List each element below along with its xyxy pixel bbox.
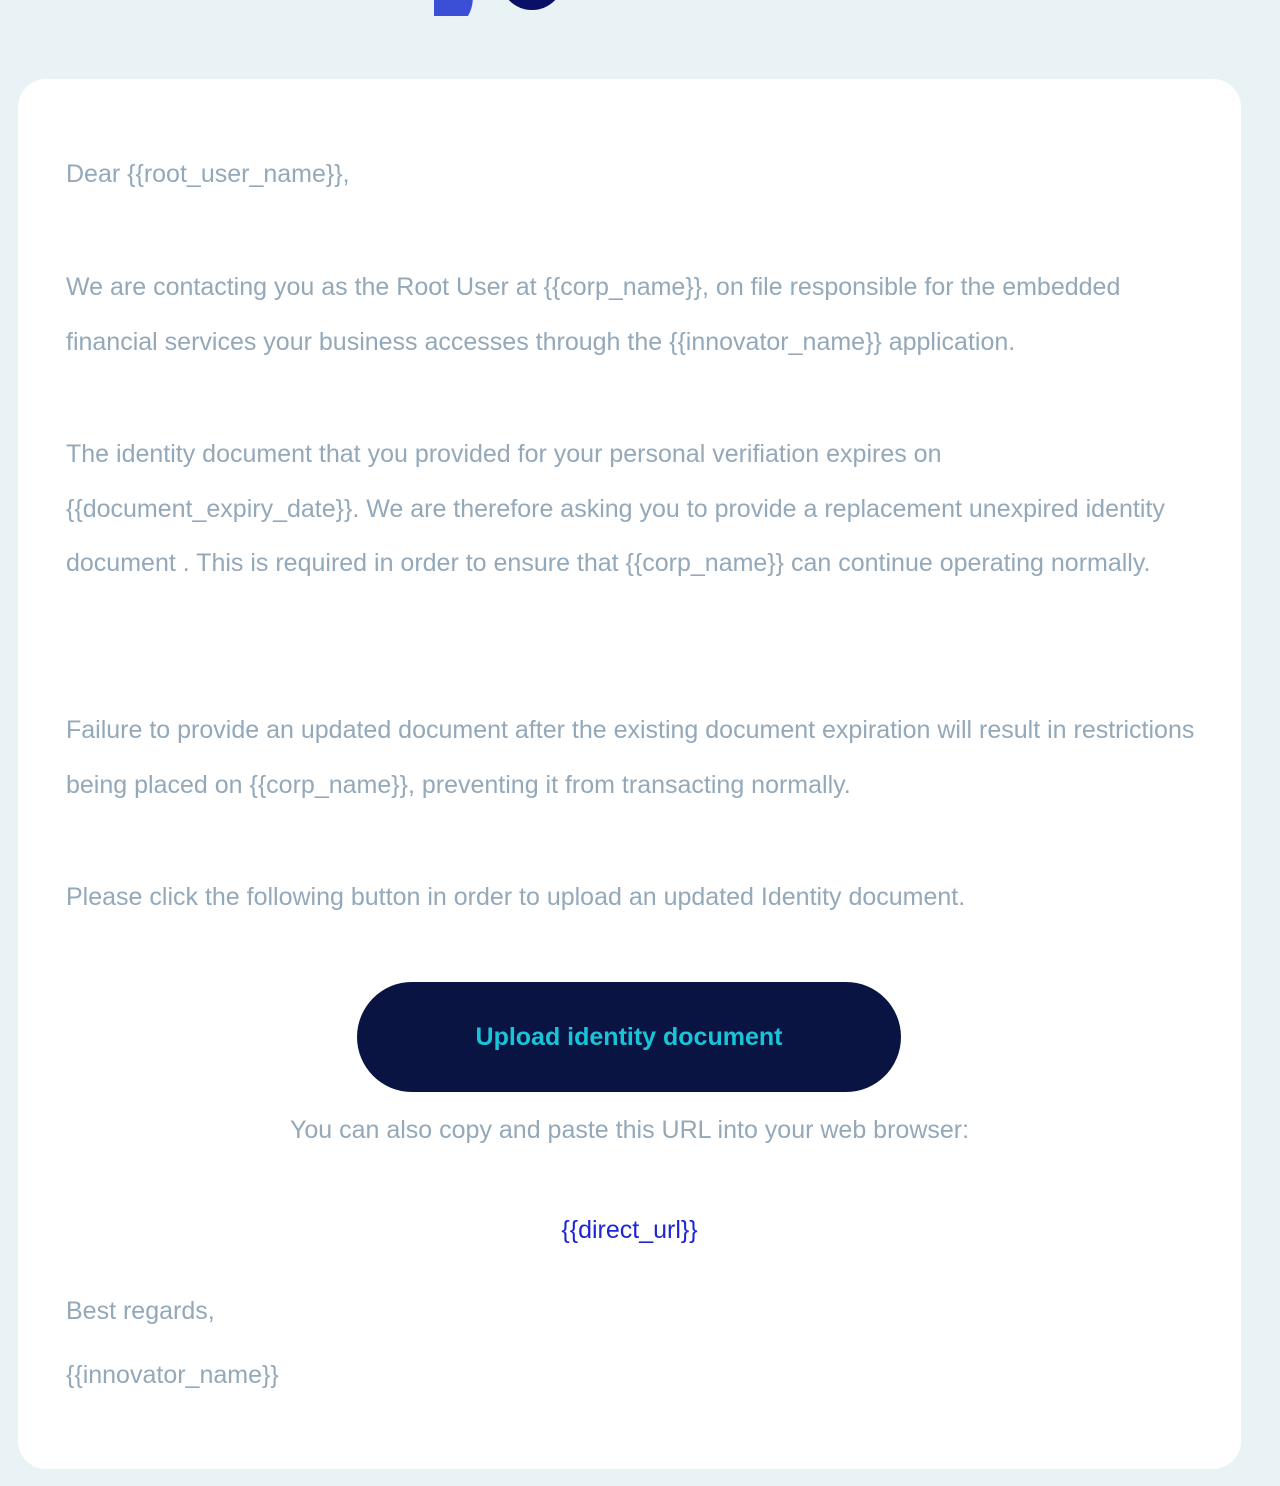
signature: {{innovator_name}} bbox=[66, 1361, 279, 1389]
paragraph-document-expiry: The identity document that you provided for your personal verifiation expires on {{document_expiry_date}}. We are therefore asking you to provide a replacement unexpired identity document . This is required in order to ensure that {{corp_name}} can continue operating normally. bbox=[66, 440, 1165, 577]
direct-url-link[interactable]: {{direct_url}} bbox=[561, 1216, 698, 1244]
brand-logo-icon bbox=[434, 0, 574, 16]
greeting: Dear {{root_user_name}}, bbox=[66, 160, 350, 188]
paragraph-instruction: Please click the following button in order to upload an updated Identity document. bbox=[66, 883, 966, 911]
copy-url-hint: You can also copy and paste this URL into your web browser: bbox=[289, 1116, 970, 1144]
paragraph-failure-warning: Failure to provide an updated document after the existing document expiration will result in restrictions being placed on {{corp_name}}, preventing it from transacting normally. bbox=[66, 716, 1195, 799]
paragraph-root-user: We are contacting you as the Root User at {{corp_name}}, on file responsible for the embedded financial services your business accesses through the {{innovator_name}} application. bbox=[66, 273, 1121, 356]
closing: Best regards, bbox=[66, 1297, 215, 1325]
email-card bbox=[18, 79, 1241, 1469]
upload-identity-document-button[interactable]: Upload identity document bbox=[357, 982, 901, 1092]
